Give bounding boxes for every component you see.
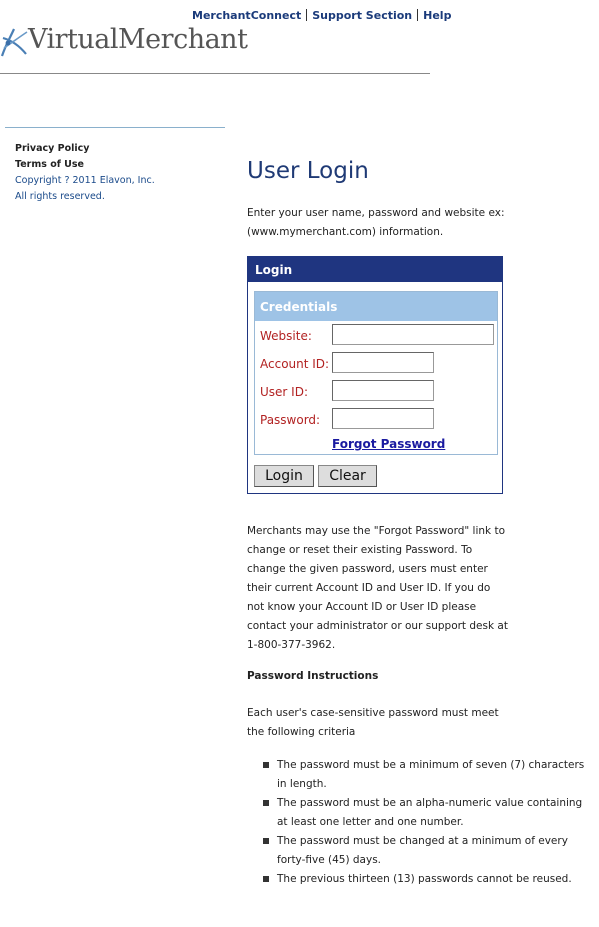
merchantconnect-link[interactable]: MerchantConnect bbox=[192, 9, 302, 22]
user-id-field[interactable] bbox=[332, 380, 434, 401]
bullet-icon bbox=[263, 762, 269, 768]
page-title: User Login bbox=[247, 158, 369, 184]
help-link[interactable]: Help bbox=[423, 9, 452, 22]
support-section-link[interactable]: Support Section bbox=[312, 9, 413, 22]
account-id-field[interactable] bbox=[332, 352, 434, 373]
rule-text: The password must be an alpha-numeric value containing at least one letter and one number. bbox=[277, 797, 583, 828]
top-navigation bbox=[192, 9, 451, 22]
credentials-header: Credentials bbox=[255, 292, 497, 321]
password-field[interactable] bbox=[332, 408, 434, 429]
login-panel-header: Login bbox=[248, 257, 502, 282]
list-item bbox=[263, 756, 593, 794]
password-label: Password: bbox=[260, 413, 321, 427]
header-divider bbox=[0, 73, 430, 74]
rule-text: The password must be a minimum of seven (7) characters in length. bbox=[277, 759, 585, 790]
list-item bbox=[263, 794, 593, 832]
website-label: Website: bbox=[260, 329, 312, 343]
sidebar bbox=[15, 141, 155, 205]
terms-of-use-link[interactable]: Terms of Use bbox=[15, 159, 84, 170]
password-rules-list bbox=[263, 756, 593, 889]
rights-text: All rights reserved. bbox=[15, 191, 105, 202]
intro-text: Enter your user name, password and website ex: (www.mymerchant.com) information. bbox=[247, 207, 505, 238]
copyright-text: Copyright ? 2011 Elavon, Inc. bbox=[15, 175, 155, 186]
password-criteria-intro: Each user's case-sensitive password must meet the following criteria bbox=[247, 707, 499, 738]
bullet-icon bbox=[263, 876, 269, 882]
nav-divider bbox=[306, 9, 307, 21]
credentials-fieldset bbox=[254, 291, 498, 455]
main-content bbox=[247, 158, 592, 885]
website-field[interactable] bbox=[332, 324, 494, 345]
virtualmerchant-logo bbox=[0, 24, 248, 62]
forgot-password-help-text: Merchants may use the "Forgot Password" link to change or reset their existing Password. To change the given password, users must enter their current Account ID and User ID. If you do not know your Account ID or User ID please contact your administrator or our support desk at 1-800-377-3962. bbox=[247, 525, 508, 651]
star-swirl-logo-icon bbox=[0, 26, 30, 60]
nav-divider bbox=[417, 9, 418, 21]
list-item bbox=[263, 870, 593, 889]
forgot-password-link[interactable]: Forgot Password bbox=[332, 437, 446, 451]
bullet-icon bbox=[263, 838, 269, 844]
logo-wordmark: VirtualMerchant bbox=[28, 24, 248, 55]
list-item bbox=[263, 832, 593, 870]
login-panel bbox=[247, 256, 503, 494]
login-button[interactable]: Login bbox=[254, 465, 314, 487]
account-id-label: Account ID: bbox=[260, 357, 330, 371]
rule-text: The previous thirteen (13) passwords cannot be reused. bbox=[277, 873, 572, 885]
rule-text: The password must be changed at a minimum of every forty-five (45) days. bbox=[277, 835, 568, 866]
password-instructions-heading: Password Instructions bbox=[247, 670, 379, 682]
privacy-policy-link[interactable]: Privacy Policy bbox=[15, 143, 90, 154]
user-id-label: User ID: bbox=[260, 385, 308, 399]
sidebar-divider bbox=[5, 127, 225, 128]
clear-button[interactable]: Clear bbox=[318, 465, 377, 487]
bullet-icon bbox=[263, 800, 269, 806]
